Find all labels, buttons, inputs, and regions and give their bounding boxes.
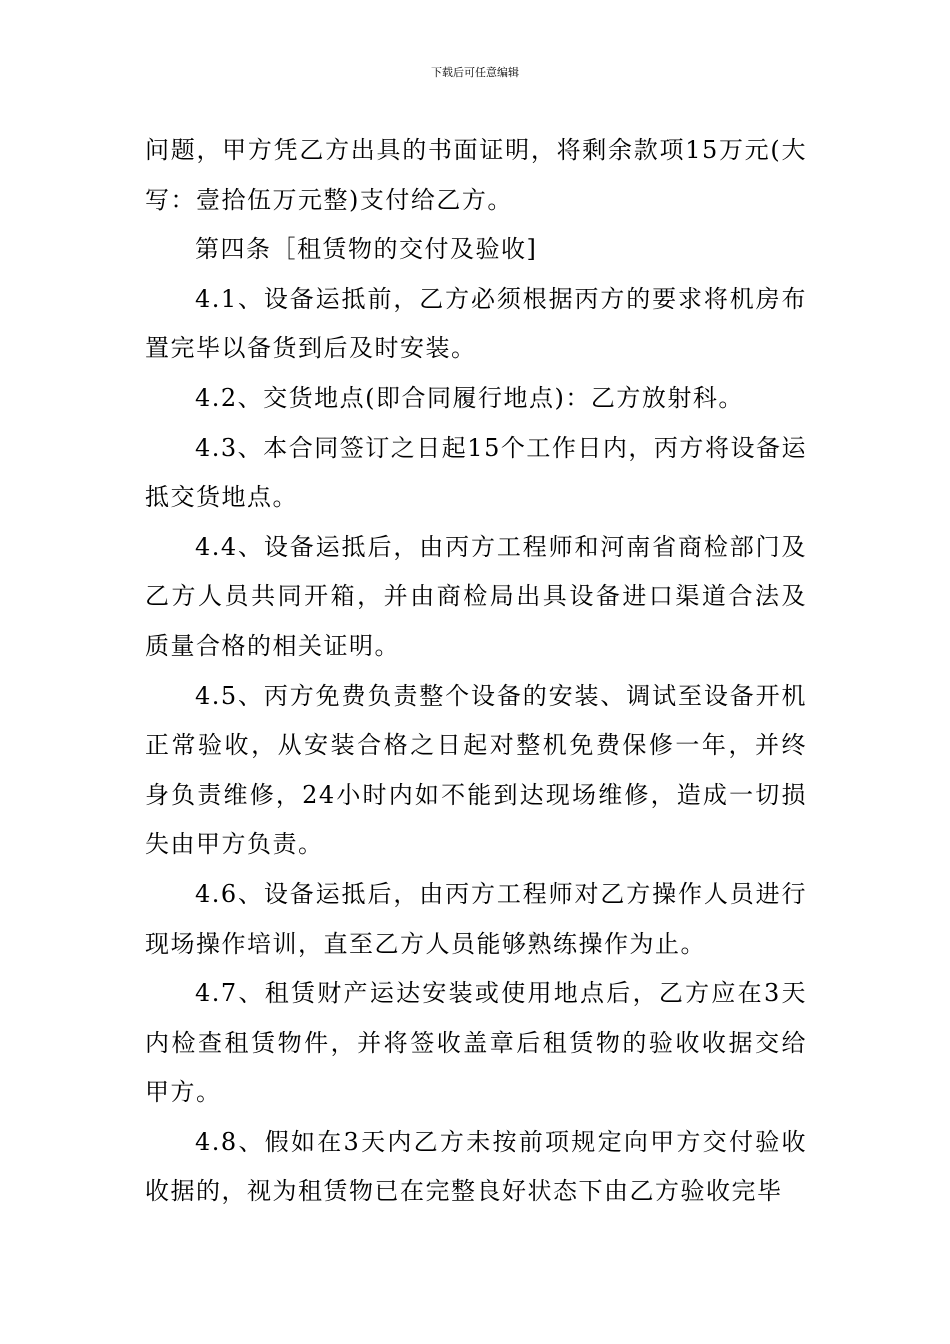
clause-4-3: 4.3、本合同签订之日起15个工作日内，丙方将设备运抵交货地点。	[145, 433, 807, 512]
clause-4-1: 4.1、设备运抵前，乙方必须根据丙方的要求将机房布置完毕以备货到后及时安装。	[145, 284, 807, 363]
clause-4-8: 4.8、假如在3天内乙方未按前项规定向甲方交付验收收据的，视为租赁物已在完整良好状态下由乙方验收完毕	[145, 1127, 807, 1206]
clause-4-4: 4.4、设备运抵后，由丙方工程师和河南省商检部门及乙方人员共同开箱，并由商检局出具设备进口渠道合法及质量合格的相关证明。	[145, 532, 807, 660]
clause-4-7: 4.7、租赁财产运达安装或使用地点后，乙方应在3天内检查租赁物件，并将签收盖章后租赁物的验收收据交给甲方。	[145, 979, 807, 1107]
article-4-heading: 第四条［租赁物的交付及验收]	[195, 235, 538, 264]
clause-4-6: 4.6、设备运抵后，由丙方工程师对乙方操作人员进行现场操作培训，直至乙方人员能够熟练操作为止。	[145, 879, 807, 958]
clause-4-2: 4.2、交货地点(即合同履行地点)：乙方放射科。	[195, 383, 744, 412]
page-header-note: 下载后可任意编辑	[431, 66, 519, 79]
document-body	[145, 126, 807, 1217]
paragraph-payment-continuation: 问题，甲方凭乙方出具的书面证明，将剩余款项15万元(大写：壹拾伍万元整)支付给乙方。	[145, 136, 807, 214]
clause-4-5: 4.5、丙方免费负责整个设备的安装、调试至设备开机正常验收，从安装合格之日起对整机免费保修一年，并终身负责维修，24小时内如不能到达现场维修，造成一切损失由甲方负责。	[145, 681, 807, 859]
